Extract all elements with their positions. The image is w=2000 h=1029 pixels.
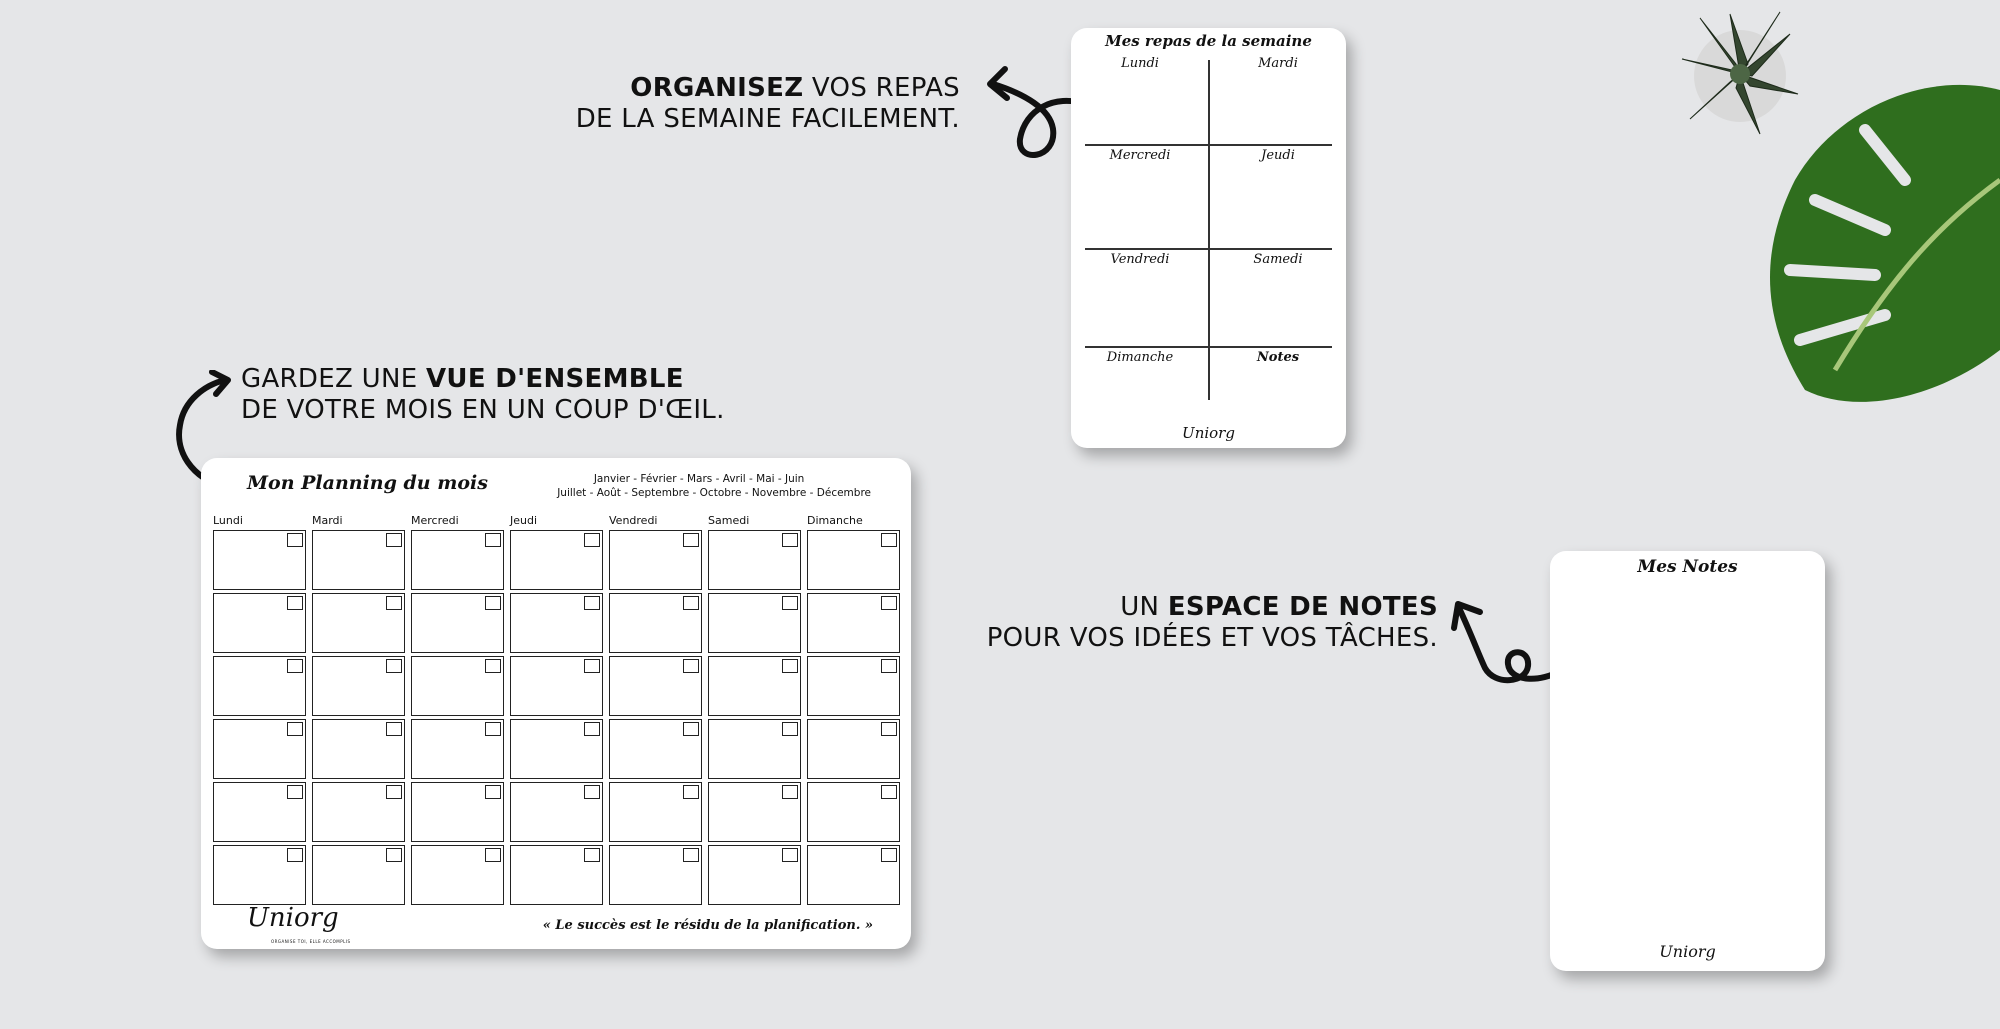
- calendar-day-cell: [411, 593, 504, 653]
- weekday-header: Mardi: [312, 514, 343, 527]
- calendar-day-cell: [411, 656, 504, 716]
- date-box: [386, 596, 402, 610]
- calendar-day-cell: [708, 530, 801, 590]
- weekday-header: Samedi: [708, 514, 750, 527]
- calendar-day-cell: [411, 845, 504, 905]
- weekday-header: Vendredi: [609, 514, 658, 527]
- date-box: [584, 533, 600, 547]
- calendar-day-cell: [312, 530, 405, 590]
- calendar-day-cell: [411, 782, 504, 842]
- date-box: [584, 785, 600, 799]
- calendar-day-cell: [213, 719, 306, 779]
- date-box: [782, 848, 798, 862]
- date-box: [683, 722, 699, 736]
- meal-card-divider: [1208, 60, 1210, 400]
- meal-planner-card: [1071, 28, 1346, 448]
- meal-card-divider: [1085, 346, 1332, 348]
- weekday-header: Jeudi: [510, 514, 538, 527]
- date-box: [782, 785, 798, 799]
- calendar-day-cell: [609, 656, 702, 716]
- calendar-day-cell: [609, 530, 702, 590]
- meal-card-divider: [1085, 248, 1332, 250]
- date-box: [881, 659, 897, 673]
- calendar-day-cell: [708, 782, 801, 842]
- calendar-day-cell: [609, 845, 702, 905]
- calendar-day-cell: [213, 782, 306, 842]
- calendar-day-cell: [708, 845, 801, 905]
- calendar-day-cell: [510, 782, 603, 842]
- date-box: [287, 848, 303, 862]
- date-box: [584, 596, 600, 610]
- date-box: [584, 659, 600, 673]
- date-box: [287, 596, 303, 610]
- date-box: [386, 659, 402, 673]
- meal-day-label: Samedi: [1253, 252, 1303, 267]
- date-box: [881, 785, 897, 799]
- date-box: [287, 533, 303, 547]
- date-box: [782, 659, 798, 673]
- calendar-day-cell: [807, 719, 900, 779]
- meal-card-divider: [1085, 144, 1332, 146]
- brand-logo: Uniorg: [247, 903, 339, 933]
- calendar-day-cell: [807, 845, 900, 905]
- date-box: [683, 533, 699, 547]
- date-box: [683, 848, 699, 862]
- planner-title: Mon Planning du mois: [247, 472, 488, 494]
- date-box: [881, 722, 897, 736]
- calendar-day-cell: [213, 845, 306, 905]
- calendar-day-cell: [213, 593, 306, 653]
- calendar-day-cell: [411, 530, 504, 590]
- planner-months-line2: Juillet - Août - Septembre - Octobre - Novembre - Décembre: [557, 487, 871, 499]
- brand-tagline: ORGANISE TOI, ELLE ACCOMPLIS: [271, 939, 351, 944]
- calendar-day-cell: [609, 782, 702, 842]
- calendar-day-cell: [708, 719, 801, 779]
- caption-notes-bold: ESPACE DE NOTES: [1167, 592, 1438, 622]
- calendar-day-cell: [708, 656, 801, 716]
- calendar-day-cell: [312, 656, 405, 716]
- meal-card-title: Mes repas de la semaine: [1105, 32, 1312, 50]
- date-box: [386, 785, 402, 799]
- date-box: [386, 722, 402, 736]
- calendar-day-cell: [312, 719, 405, 779]
- calendar-day-cell: [312, 845, 405, 905]
- date-box: [683, 596, 699, 610]
- date-box: [287, 722, 303, 736]
- calendar-day-cell: [510, 719, 603, 779]
- planner-months-line1: Janvier - Février - Mars - Avril - Mai - Juin: [593, 473, 805, 485]
- calendar-day-cell: [708, 593, 801, 653]
- date-box: [584, 848, 600, 862]
- meal-day-label: Mercredi: [1109, 148, 1171, 163]
- calendar-day-cell: [807, 593, 900, 653]
- date-box: [881, 596, 897, 610]
- caption-month: [241, 364, 801, 426]
- calendar-day-cell: [510, 845, 603, 905]
- meal-day-label: Notes: [1256, 350, 1300, 365]
- calendar-day-cell: [609, 719, 702, 779]
- date-box: [485, 722, 501, 736]
- date-box: [485, 659, 501, 673]
- calendar-day-cell: [510, 530, 603, 590]
- date-box: [584, 722, 600, 736]
- date-box: [386, 533, 402, 547]
- caption-meals-rest: VOS REPAS: [803, 73, 960, 103]
- caption-notes-pre: UN: [1120, 592, 1168, 622]
- meal-day-label: Mardi: [1258, 56, 1298, 71]
- date-box: [683, 785, 699, 799]
- meal-day-label: Jeudi: [1261, 148, 1295, 163]
- caption-month-bold: VUE D'ENSEMBLE: [426, 364, 684, 394]
- weekday-header: Dimanche: [807, 514, 863, 527]
- notes-card: [1550, 551, 1825, 971]
- caption-notes-line2: POUR VOS IDÉES ET VOS TÂCHES.: [986, 623, 1438, 653]
- date-box: [683, 659, 699, 673]
- brand-logo: Uniorg: [1659, 942, 1716, 961]
- caption-meals-bold: ORGANISEZ: [630, 73, 804, 103]
- caption-month-pre: GARDEZ UNE: [241, 364, 426, 394]
- date-box: [485, 533, 501, 547]
- monthly-planner-card: [201, 458, 911, 949]
- date-box: [485, 596, 501, 610]
- calendar-day-cell: [510, 593, 603, 653]
- weekday-header: Lundi: [213, 514, 243, 527]
- date-box: [485, 848, 501, 862]
- date-box: [485, 785, 501, 799]
- brand-logo: Uniorg: [1182, 424, 1235, 442]
- date-box: [782, 722, 798, 736]
- calendar-day-cell: [807, 656, 900, 716]
- calendar-day-cell: [807, 782, 900, 842]
- weekday-header: Mercredi: [411, 514, 459, 527]
- planner-months: [527, 472, 871, 500]
- date-box: [782, 596, 798, 610]
- meal-day-label: Dimanche: [1106, 350, 1174, 365]
- caption-notes: [940, 592, 1438, 654]
- notes-card-title: Mes Notes: [1637, 557, 1738, 577]
- meal-day-label: Lundi: [1121, 56, 1159, 71]
- calendar-day-cell: [213, 530, 306, 590]
- calendar-day-cell: [213, 656, 306, 716]
- caption-meals: [560, 73, 960, 135]
- date-box: [287, 659, 303, 673]
- calendar-day-cell: [609, 593, 702, 653]
- date-box: [881, 848, 897, 862]
- calendar-day-cell: [312, 782, 405, 842]
- calendar-day-cell: [411, 719, 504, 779]
- date-box: [881, 533, 897, 547]
- date-box: [386, 848, 402, 862]
- caption-meals-line2: DE LA SEMAINE FACILEMENT.: [575, 104, 960, 134]
- calendar-day-cell: [312, 593, 405, 653]
- monstera-leaf-icon: [1745, 70, 2000, 410]
- calendar-day-cell: [510, 656, 603, 716]
- date-box: [287, 785, 303, 799]
- date-box: [782, 533, 798, 547]
- calendar-day-cell: [807, 530, 900, 590]
- planner-quote: « Le succès est le résidu de la planification. »: [542, 918, 873, 933]
- caption-month-line2: DE VOTRE MOIS EN UN COUP D'ŒIL.: [241, 395, 725, 425]
- meal-day-label: Vendredi: [1110, 252, 1170, 267]
